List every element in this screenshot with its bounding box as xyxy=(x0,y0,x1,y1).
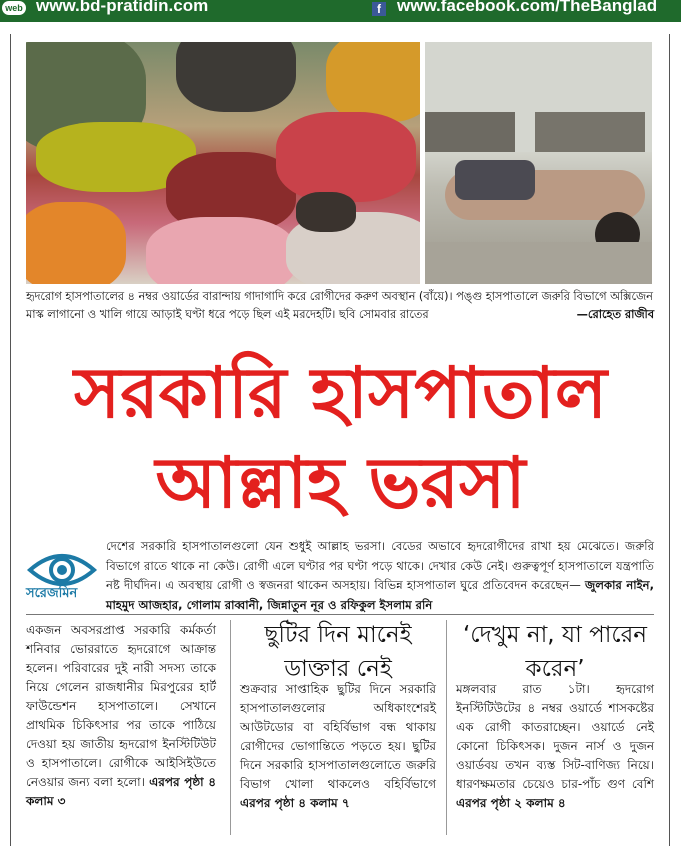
column-2-text: শুক্রবার সাপ্তাহিক ছুটির দিনে সরকারি হাসপাতালগুলোর অধিকাংশেরই আউটডোর বা বহির্বিভাগ বন্ধ থাকায় রোগীদের ভোগান্তিতে পড়তে হয়। ছুটির দিনে সরকারি হাসপাতালগুলোতে জরুরি বিভাগ খোলা থাকলেও বহির্বিভাগে xyxy=(240,682,436,791)
emergency-room-photo xyxy=(425,42,652,284)
column-3-text: মঙ্গলবার রাত ১টা। হৃদরোগ ইনস্টিটিউটের ৪ নম্বর ওয়ার্ডে শাসকষ্টের এক রোগী কাতরাচ্ছেন। ওয়ার্ডে নেই কোনো চিকিৎসক। দুজন নার্স ও দুজন ওয়ার্ডবয় তখন ব্যস্ত সিট-বাণিজ্য নিয়ে। ধারণক্ষমতার চেয়েও চার-পাঁচ গুণ বেশি xyxy=(456,682,654,791)
caption-text: হৃদরোগ হাসপাতালের ৪ নম্বর ওয়ার্ডের বারান্দায় গাদাগাদি করে রোগীদের করুণ অবস্থান (বাঁয়ে)। পঙ্গু হাসপাতালে জরুরি বিভাগে অক্সিজেন মাস্ক লাগানো ও খালি গায়ে আড়াই ঘণ্টা ধরে পড়ে ছিল এই মরদেহটি। ছবি সোমবার রাতের xyxy=(26,290,653,321)
divider xyxy=(26,614,654,615)
lead-paragraph xyxy=(106,537,654,615)
article-column-1 xyxy=(26,621,216,811)
lead-text: দেশের সরকারি হাসপাতালগুলো যেন শুধুই আল্লাহ ভরসা। বেডের অভাবে হৃদরোগীদের রাখা হয় মেঝেতে। জরুরি বিভাগে রাতে থাকে না কেউ। রোগী এলে ঘণ্টার পর ঘণ্টা পড়ে থাকে। দেখার কেউ নেই। গুরুত্বপূর্ণ হাসপাতালে যন্ত্রপাতি নষ্ট দীর্ঘদিন। এ অবস্থায় রোগী ও স্বজনরা থাকেন অসহায়। বিভিন্ন হাসপাতাল ঘুরে প্রতিবেদন করেছেন— xyxy=(106,539,654,592)
column-3-subhead: ‘দেখুম না, যা পারেন করেন’ xyxy=(462,622,648,682)
headline-line-1: সরকারি হাসপাতাল xyxy=(73,352,608,434)
column-divider xyxy=(446,620,447,835)
column-1-continued[interactable]: এরপর পৃষ্ঠা ৪ কলাম ৩ xyxy=(26,775,216,808)
bylines: জুলকার নাইন, মাহমুদ আজহার, গোলাম রাব্বানী, জিন্নাতুন নূর ও রফিকুল ইসলাম রনি xyxy=(106,578,655,612)
headline-line-2: আল্লাহ ভরসা xyxy=(155,442,526,524)
photo-credit: —রোহেত রাজীব xyxy=(576,308,654,321)
column-2-continued[interactable]: এরপর পৃষ্ঠা ৪ কলাম ৭ xyxy=(240,796,350,810)
column-divider xyxy=(230,620,231,835)
photo-caption xyxy=(26,288,654,324)
top-banner xyxy=(0,0,681,22)
facebook-icon: f xyxy=(372,2,386,16)
article-column-3 xyxy=(456,680,654,813)
column-3-continued[interactable]: এরপর পৃষ্ঠা ২ কলাম ৪ xyxy=(456,796,566,810)
web-icon: web xyxy=(2,1,26,15)
column-1-text: একজন অবসরপ্রাপ্ত সরকারি কর্মকর্তা শনিবার ভোররাতে হৃদরোগে আক্রান্ত হলেন। পরিবারের দুই নারী সদস্য তাকে নিয়ে গেলেন রাজধানীর মিরপুরের হার্ট ফাউন্ডেশন হাসপাতালে। সেখানে প্রাথমিক চিকিৎসার পর তাকে পাঠিয়ে দেওয়া হয় জাতীয় হৃদরোগ ইনস্টিটিউট ও হাসপাতালে। রোগীকে আইসিইউতে নেওয়ার জন্য বলা হলো। xyxy=(26,623,216,789)
article-column-2 xyxy=(240,680,436,813)
website-url[interactable]: www.bd-pratidin.com xyxy=(36,0,209,15)
section-label: সরেজমিন xyxy=(26,586,78,601)
ward-floor-photo xyxy=(26,42,420,284)
column-2-subhead: ছুটির দিন মানেই ডাক্তার নেই xyxy=(264,622,412,682)
facebook-url[interactable]: www.facebook.com/TheBanglad xyxy=(397,0,658,15)
